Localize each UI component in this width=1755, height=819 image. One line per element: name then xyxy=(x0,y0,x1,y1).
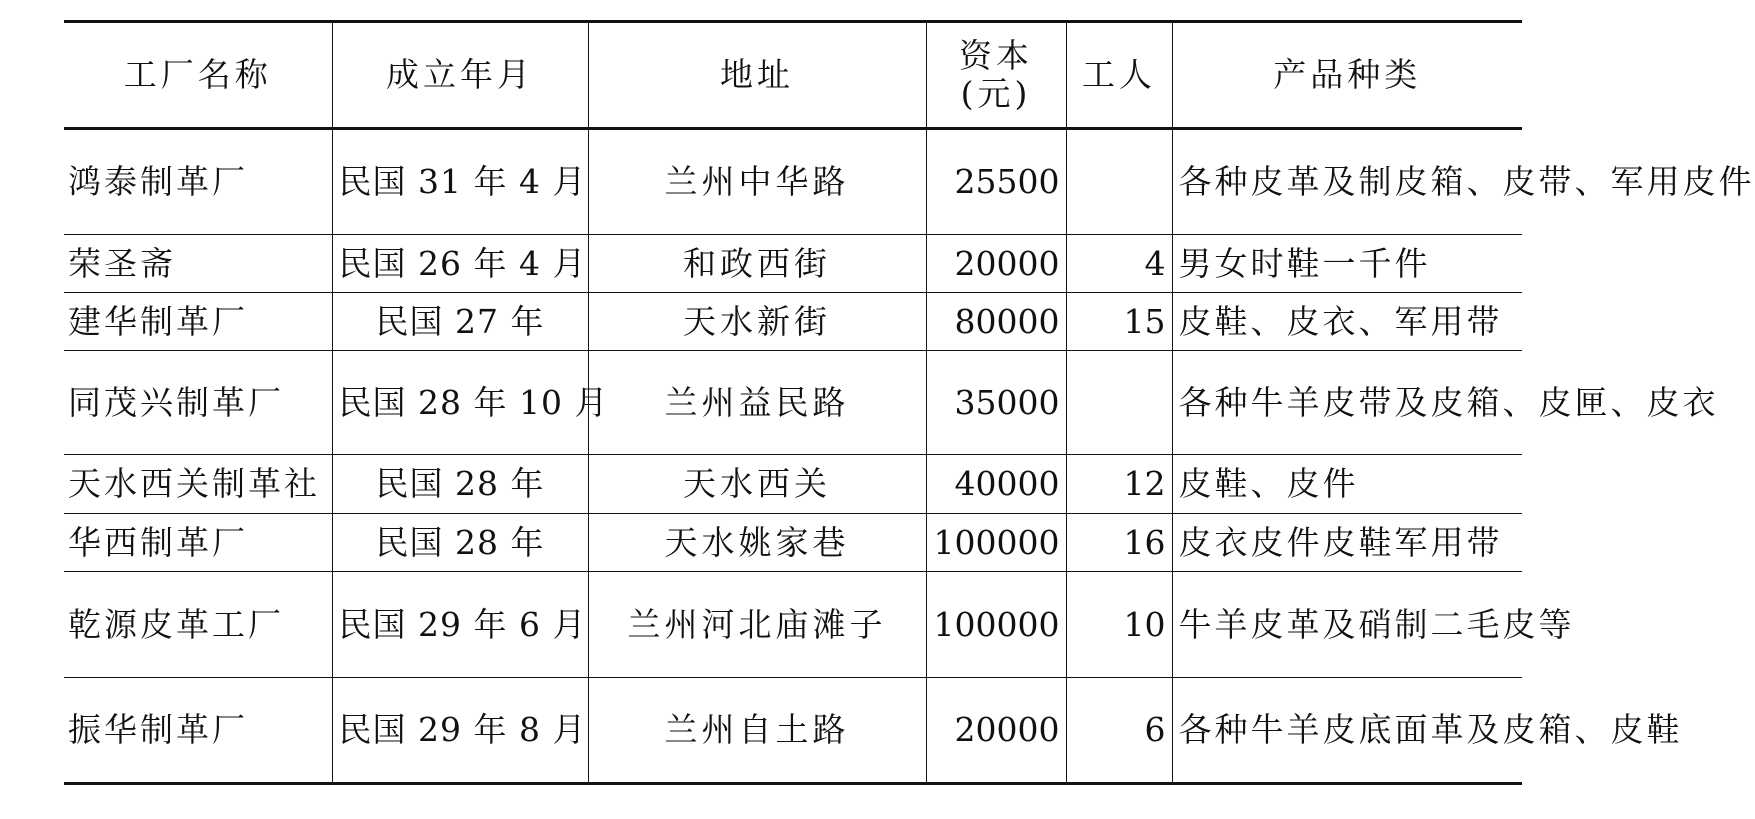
cell-capital: 25500 xyxy=(926,129,1066,235)
table-body xyxy=(64,129,1755,784)
cell-factory-name: 天水西关制革社 xyxy=(64,455,332,514)
cell-workers: 4 xyxy=(1066,235,1172,293)
cell-capital: 40000 xyxy=(926,455,1066,514)
cell-products: 各种皮革及制皮箱、皮带、军用皮件 xyxy=(1172,129,1522,235)
cell-products: 男女时鞋一千件 xyxy=(1172,235,1522,293)
cell-workers: 6 xyxy=(1066,678,1172,784)
table-row xyxy=(64,129,1522,235)
cell-capital: 20000 xyxy=(926,235,1066,293)
cell-products: 牛羊皮革及硝制二毛皮等 xyxy=(1172,572,1522,678)
table-row xyxy=(64,572,1522,678)
cell-workers: 16 xyxy=(1066,514,1172,572)
header-workers: 工人 xyxy=(1066,22,1172,129)
header-capital xyxy=(926,22,1066,129)
header-products: 产品种类 xyxy=(1172,22,1522,129)
header-established: 成立年月 xyxy=(332,22,588,129)
table-row xyxy=(64,678,1522,784)
cell-capital: 100000 xyxy=(926,514,1066,572)
cell-factory-name: 同茂兴制革厂 xyxy=(64,351,332,455)
header-factory-name: 工厂名称 xyxy=(64,22,332,129)
cell-established: 民国 28 年 10 月 xyxy=(332,351,588,455)
cell-address: 兰州益民路 xyxy=(588,351,926,455)
cell-workers: 12 xyxy=(1066,455,1172,514)
cell-factory-name: 建华制革厂 xyxy=(64,293,332,351)
header-capital-unit: (元) xyxy=(960,74,1032,113)
cell-products: 皮衣皮件皮鞋军用带 xyxy=(1172,514,1522,572)
cell-address: 兰州中华路 xyxy=(588,129,926,235)
cell-products: 各种牛羊皮带及皮箱、皮匣、皮衣 xyxy=(1172,351,1522,455)
cell-address: 天水新街 xyxy=(588,293,926,351)
cell-products: 各种牛羊皮底面革及皮箱、皮鞋 xyxy=(1172,678,1522,784)
cell-established: 民国 29 年 8 月 xyxy=(332,678,588,784)
header-capital-label: 资本 xyxy=(959,36,1033,75)
cell-workers: 10 xyxy=(1066,572,1172,678)
cell-address: 兰州河北庙滩子 xyxy=(588,572,926,678)
table-row xyxy=(64,514,1522,572)
cell-established: 民国 31 年 4 月 xyxy=(332,129,588,235)
table-row xyxy=(64,293,1522,351)
cell-established: 民国 28 年 xyxy=(332,455,588,514)
cell-capital: 20000 xyxy=(926,678,1066,784)
cell-workers xyxy=(1066,129,1172,235)
cell-factory-name: 荣圣斋 xyxy=(64,235,332,293)
cell-factory-name: 华西制革厂 xyxy=(64,514,332,572)
cell-capital: 100000 xyxy=(926,572,1066,678)
cell-address: 和政西街 xyxy=(588,235,926,293)
cell-established: 民国 29 年 6 月 xyxy=(332,572,588,678)
cell-workers: 15 xyxy=(1066,293,1172,351)
factory-table xyxy=(64,20,1755,785)
cell-factory-name: 振华制革厂 xyxy=(64,678,332,784)
cell-established: 民国 27 年 xyxy=(332,293,588,351)
cell-factory-name: 鸿泰制革厂 xyxy=(64,129,332,235)
cell-address: 天水姚家巷 xyxy=(588,514,926,572)
cell-products: 皮鞋、皮衣、军用带 xyxy=(1172,293,1522,351)
cell-capital: 80000 xyxy=(926,293,1066,351)
cell-established: 民国 28 年 xyxy=(332,514,588,572)
header-address: 地址 xyxy=(588,22,926,129)
cell-capital: 35000 xyxy=(926,351,1066,455)
cell-products: 皮鞋、皮件 xyxy=(1172,455,1522,514)
cell-address: 兰州自土路 xyxy=(588,678,926,784)
cell-workers xyxy=(1066,351,1172,455)
table-row xyxy=(64,455,1522,514)
table-header xyxy=(64,22,1522,129)
cell-established: 民国 26 年 4 月 xyxy=(332,235,588,293)
cell-address: 天水西关 xyxy=(588,455,926,514)
table-row xyxy=(64,351,1522,455)
table-row xyxy=(64,235,1522,293)
cell-factory-name: 乾源皮革工厂 xyxy=(64,572,332,678)
header-row xyxy=(64,22,1522,129)
